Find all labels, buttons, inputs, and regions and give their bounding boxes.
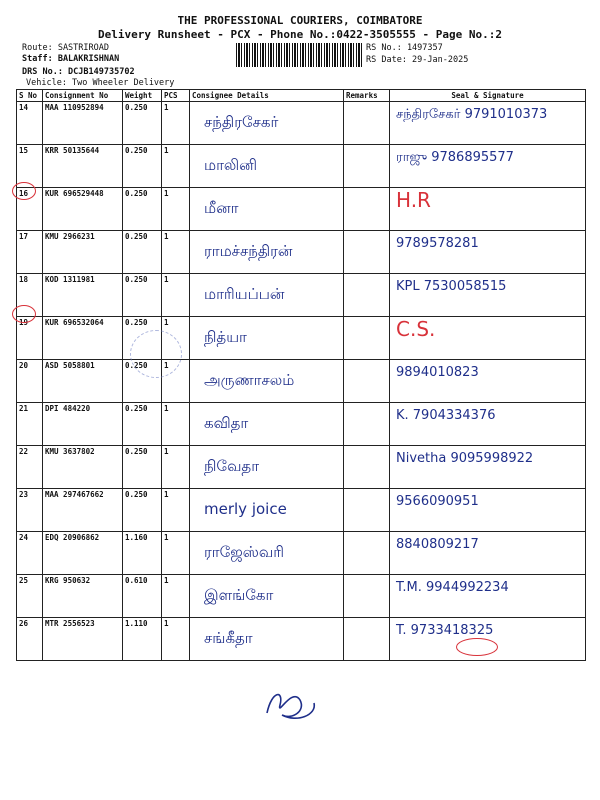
cell-sno: 24 — [17, 532, 43, 575]
signature-handwriting: 9566090951 — [396, 494, 479, 509]
col-consignment: Consignment No — [43, 90, 123, 102]
table-row — [17, 188, 586, 231]
office-stamp — [130, 330, 182, 378]
vehicle-label: Vehicle: Two Wheeler Delivery — [26, 78, 175, 88]
cell-signature — [390, 489, 586, 532]
table-row — [17, 145, 586, 188]
consignee-handwriting: மாலினி — [204, 156, 258, 174]
cell-sno: 14 — [17, 102, 43, 145]
runsheet-table — [16, 89, 586, 661]
table-header — [17, 90, 586, 102]
cell-pcs: 1 — [162, 403, 190, 446]
signature-handwriting: 9789578281 — [396, 236, 479, 251]
cell-consignment: MAA 297467662 — [43, 489, 123, 532]
route-label: Route: SASTRIROAD — [22, 43, 109, 53]
cell-signature — [390, 102, 586, 145]
cell-consignment: KRG 950632 — [43, 575, 123, 618]
col-sno: S No — [17, 90, 43, 102]
cell-remarks — [344, 489, 390, 532]
cell-consignee — [190, 360, 344, 403]
consignee-handwriting: சந்திரசேகர் — [204, 113, 279, 131]
cell-consignment: DPI 484220 — [43, 403, 123, 446]
consignee-handwriting: merly joice — [204, 500, 287, 518]
cell-weight: 0.250 — [123, 446, 162, 489]
table-row — [17, 489, 586, 532]
cell-remarks — [344, 360, 390, 403]
table-row — [17, 274, 586, 317]
consignee-handwriting: இளங்கோ — [204, 586, 274, 604]
cell-signature — [390, 231, 586, 274]
cell-consignee — [190, 489, 344, 532]
cell-weight: 0.250 — [123, 274, 162, 317]
table-row — [17, 403, 586, 446]
cell-signature — [390, 403, 586, 446]
cell-weight: 0.250 — [123, 489, 162, 532]
cell-consignment: MAA 110952894 — [43, 102, 123, 145]
col-weight: Weight — [123, 90, 162, 102]
cell-consignee — [190, 274, 344, 317]
cell-sno: 17 — [17, 231, 43, 274]
cell-pcs: 1 — [162, 188, 190, 231]
red-circle-mark — [456, 638, 498, 656]
signature-handwriting: K. 7904334376 — [396, 408, 496, 423]
cell-sno: 16 — [17, 188, 43, 231]
consignee-handwriting: நித்யா — [204, 328, 247, 346]
red-circle-mark — [12, 305, 36, 323]
cell-weight: 0.250 — [123, 403, 162, 446]
cell-pcs: 1 — [162, 618, 190, 661]
cell-consignment: ASD 5058801 — [43, 360, 123, 403]
col-consignee: Consignee Details — [190, 90, 344, 102]
cell-remarks — [344, 618, 390, 661]
cell-weight: 0.250 — [123, 360, 162, 403]
cell-signature — [390, 532, 586, 575]
col-pcs: PCS — [162, 90, 190, 102]
cell-remarks — [344, 317, 390, 360]
rs-number: RS No.: 1497357 — [366, 43, 443, 53]
consignee-handwriting: நிவேதா — [204, 457, 260, 475]
signature-handwriting: T.M. 9944992234 — [396, 580, 509, 595]
cell-consignment: KUR 696529448 — [43, 188, 123, 231]
drs-label: DRS No.: DCJB149735702 — [22, 67, 135, 77]
table-row — [17, 618, 586, 661]
table-row — [17, 575, 586, 618]
signature-handwriting: சந்திரசேகர் 9791010373 — [396, 107, 548, 122]
consignee-handwriting: மீனா — [204, 199, 239, 217]
cell-consignment: KMU 2966231 — [43, 231, 123, 274]
rs-date: RS Date: 29-Jan-2025 — [366, 55, 469, 65]
cell-remarks — [344, 403, 390, 446]
cell-consignment: KRR 50135644 — [43, 145, 123, 188]
cell-consignment: MTR 2556523 — [43, 618, 123, 661]
cell-remarks — [344, 446, 390, 489]
cell-sno: 15 — [17, 145, 43, 188]
signature-handwriting: H.R — [396, 188, 431, 212]
cell-sno: 22 — [17, 446, 43, 489]
barcode — [236, 43, 362, 67]
cell-consignee — [190, 532, 344, 575]
consignee-handwriting: கவிதா — [204, 414, 249, 432]
cell-consignee — [190, 446, 344, 489]
supervisor-signature — [262, 685, 322, 725]
company-title: THE PROFESSIONAL COURIERS, COIMBATORE — [177, 14, 423, 27]
red-circle-mark — [12, 182, 36, 200]
cell-weight: 0.250 — [123, 188, 162, 231]
cell-remarks — [344, 188, 390, 231]
cell-sno: 23 — [17, 489, 43, 532]
table-row — [17, 446, 586, 489]
cell-remarks — [344, 575, 390, 618]
cell-signature — [390, 145, 586, 188]
cell-consignment: KMU 3637802 — [43, 446, 123, 489]
consignee-handwriting: மாரியப்பன் — [204, 285, 285, 303]
cell-consignee — [190, 575, 344, 618]
cell-weight: 0.610 — [123, 575, 162, 618]
cell-pcs: 1 — [162, 532, 190, 575]
cell-signature — [390, 575, 586, 618]
cell-consignee — [190, 102, 344, 145]
cell-pcs: 1 — [162, 145, 190, 188]
cell-weight: 1.110 — [123, 618, 162, 661]
cell-consignment: KOD 1311981 — [43, 274, 123, 317]
cell-remarks — [344, 102, 390, 145]
cell-consignee — [190, 145, 344, 188]
table-row — [17, 317, 586, 360]
consignee-handwriting: ராஜேஸ்வரி — [204, 543, 285, 561]
consignee-handwriting: சங்கீதா — [204, 629, 253, 647]
cell-sno: 20 — [17, 360, 43, 403]
cell-remarks — [344, 532, 390, 575]
cell-consignee — [190, 618, 344, 661]
staff-label: Staff: BALAKRISHNAN — [22, 54, 120, 64]
table-row — [17, 360, 586, 403]
cell-pcs: 1 — [162, 317, 190, 360]
signature-handwriting: ராஜு 9786895577 — [396, 150, 514, 165]
cell-pcs: 1 — [162, 231, 190, 274]
cell-consignee — [190, 317, 344, 360]
cell-consignee — [190, 403, 344, 446]
signature-handwriting: 8840809217 — [396, 537, 479, 552]
cell-sno: 25 — [17, 575, 43, 618]
table-row — [17, 102, 586, 145]
cell-pcs: 1 — [162, 489, 190, 532]
signature-handwriting: T. 9733418325 — [396, 623, 494, 638]
col-remarks: Remarks — [344, 90, 390, 102]
cell-consignment: KUR 696532064 — [43, 317, 123, 360]
cell-consignment: EDQ 20906862 — [43, 532, 123, 575]
cell-signature — [390, 274, 586, 317]
cell-weight: 1.160 — [123, 532, 162, 575]
cell-signature — [390, 446, 586, 489]
cell-pcs: 1 — [162, 446, 190, 489]
cell-pcs: 1 — [162, 575, 190, 618]
table-row — [17, 532, 586, 575]
cell-sno: 18 — [17, 274, 43, 317]
cell-remarks — [344, 145, 390, 188]
cell-sno: 21 — [17, 403, 43, 446]
cell-consignee — [190, 188, 344, 231]
table-row — [17, 231, 586, 274]
col-signature: Seal & Signature — [390, 90, 586, 102]
signature-handwriting: C.S. — [396, 317, 436, 341]
cell-remarks — [344, 231, 390, 274]
cell-weight: 0.250 — [123, 317, 162, 360]
cell-consignee — [190, 231, 344, 274]
cell-signature — [390, 317, 586, 360]
cell-pcs: 1 — [162, 360, 190, 403]
consignee-handwriting: ராமச்சந்திரன் — [204, 242, 293, 260]
cell-sno: 26 — [17, 618, 43, 661]
cell-remarks — [344, 274, 390, 317]
signature-handwriting: 9894010823 — [396, 365, 479, 380]
signature-handwriting: Nivetha 9095998922 — [396, 451, 534, 466]
cell-signature — [390, 360, 586, 403]
cell-pcs: 1 — [162, 102, 190, 145]
cell-weight: 0.250 — [123, 102, 162, 145]
signature-handwriting: KPL 7530058515 — [396, 279, 507, 294]
consignee-handwriting: அருணாசலம் — [204, 371, 295, 389]
cell-sno: 19 — [17, 317, 43, 360]
cell-pcs: 1 — [162, 274, 190, 317]
runsheet-title: Delivery Runsheet - PCX - Phone No.:0422-3505555 - Page No.:2 — [98, 28, 502, 41]
cell-weight: 0.250 — [123, 231, 162, 274]
cell-signature — [390, 188, 586, 231]
cell-weight: 0.250 — [123, 145, 162, 188]
